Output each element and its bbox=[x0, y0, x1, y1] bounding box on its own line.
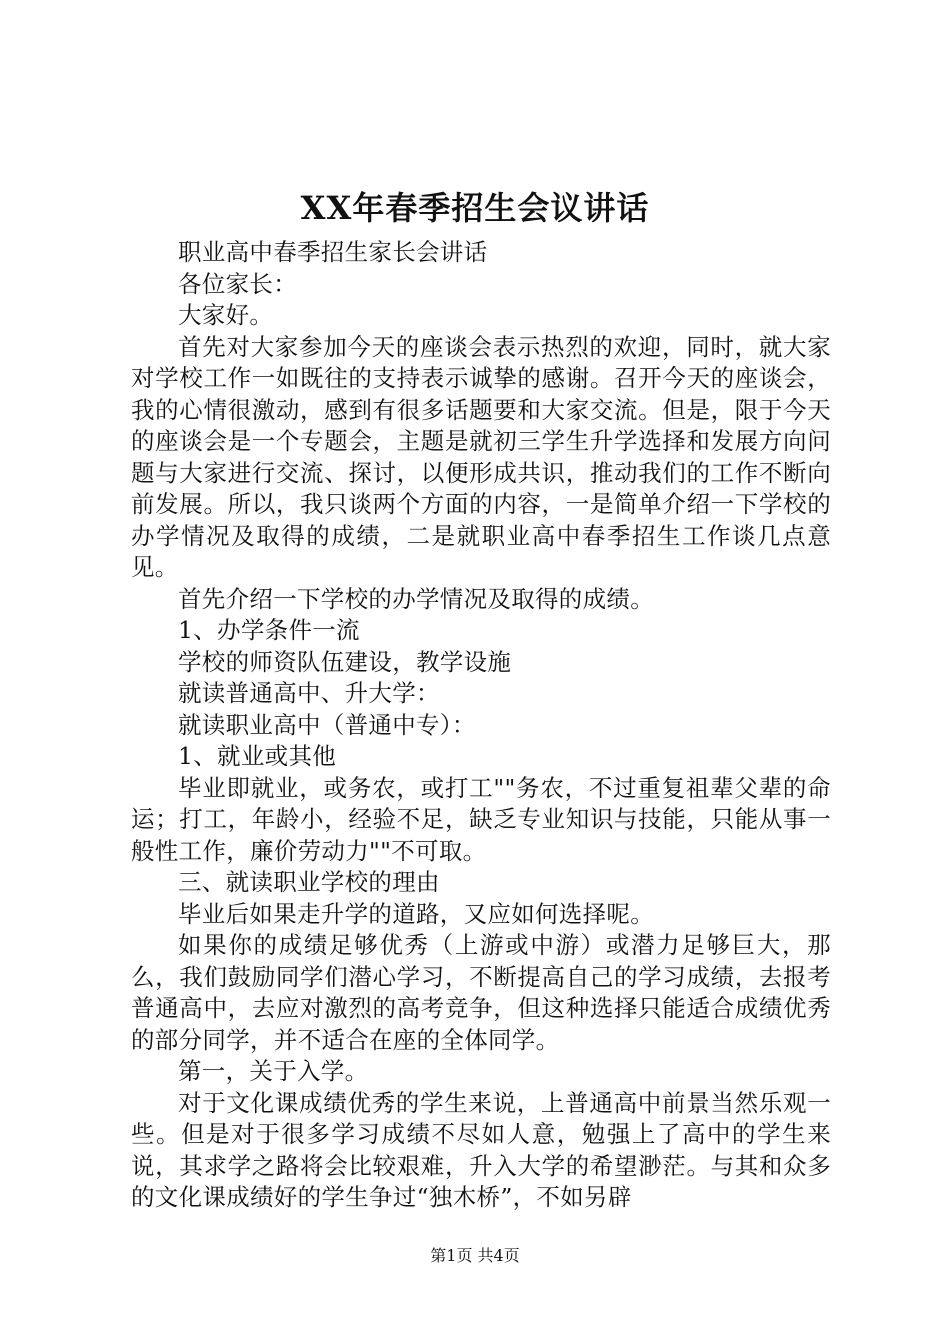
paragraph-greeting: 大家好。 bbox=[178, 301, 274, 329]
paragraph-choice-question: 毕业后如果走升学的道路，又应如何选择呢。 bbox=[178, 899, 654, 928]
paragraph-school-intro: 首先介绍一下学校的办学情况及取得的成绩。 bbox=[178, 584, 654, 613]
paragraph-intro: 首先对大家参加今天的座谈会表示热烈的欢迎，同时，就大家对学校工作一如既往的支持表示诚挚的感谢。召开今天的座谈会，我的心情很激动，感到有很多话题要和大家交流。但是，限于今天的座谈会是一个专题会，主题是就初三学生升学选择和发展方向问题与大家进行交流、探讨，以便形成共识，推动我们的工作不断向前发展。所以，我只谈两个方面的内容，一是简单介绍一下学校的办学情况及取得的成绩，二是就职业高中春季招生工作谈几点意见。 bbox=[131, 332, 831, 581]
document-body bbox=[131, 237, 831, 1214]
paragraph-excellent-students: 如果你的成绩足够优秀（上游或中游）或潜力足够巨大，那么，我们鼓励同学们潜心学习，不断提高自己的学习成绩，去报考普通高中，去应对激烈的高考竞争，但这种选择只能适合成绩优秀的部分同学，并不适合在座的全体同学。 bbox=[131, 931, 831, 1054]
paragraph-salutation: 各位家长： bbox=[178, 269, 297, 298]
paragraph-admission: 对于文化课成绩优秀的学生来说，上普通高中前景当然乐观一些。但是对于很多学习成绩不尽如人意，勉强上了高中的学生来说，其求学之路将会比较艰难，升入大学的希望渺茫。与其和众多的文化课成绩好的学生争过“独木桥”，不如另辟 bbox=[131, 1088, 831, 1211]
paragraph-subtitle: 职业高中春季招生家长会讲话 bbox=[178, 238, 488, 266]
paragraph-general-high-school: 就读普通高中、升大学： bbox=[178, 679, 440, 707]
paragraph-heading-reasons: 三、就读职业学校的理由 bbox=[178, 868, 440, 896]
paragraph-heading-conditions: 1、办学条件一流 bbox=[178, 616, 360, 644]
paragraph-heading-admission: 第一，关于入学。 bbox=[178, 1057, 369, 1085]
paragraph-employment: 毕业即就业，或务农，或打工""务农，不过重复祖辈父辈的命运；打工，年龄小，经验不足，缺乏专业知识与技能，只能从事一般性工作，廉价劳动力""不可取。 bbox=[131, 773, 831, 865]
paragraph-vocational-high-school: 就读职业高中（普通中专）： bbox=[178, 710, 476, 739]
document-title: XX年春季招生会议讲话 bbox=[300, 189, 650, 227]
paragraph-faculty: 学校的师资队伍建设，教学设施 bbox=[178, 647, 512, 676]
paragraph-heading-employment: 1、就业或其他 bbox=[178, 742, 337, 770]
page-footer: 第1页 共4页 bbox=[430, 1246, 520, 1265]
